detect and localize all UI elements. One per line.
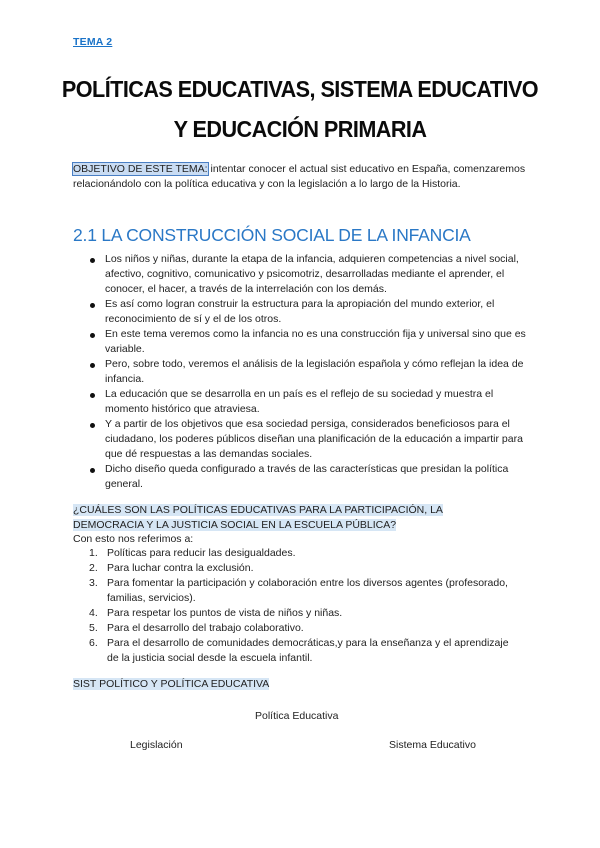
list-item-text: Para luchar contra la exclusión.: [107, 562, 254, 574]
bullet-icon: [90, 423, 95, 428]
bullet-icon: [90, 468, 95, 473]
list-item: [73, 606, 513, 621]
numbered-list: [73, 546, 513, 666]
list-number: 5.: [89, 622, 98, 634]
bullet-list: [73, 252, 533, 492]
list-item: [73, 387, 533, 417]
bullet-icon: [90, 258, 95, 263]
sist-heading-text: SIST POLÍTICO Y POLÍTICA EDUCATIVA: [73, 678, 270, 690]
objective-paragraph: [73, 162, 533, 192]
intro-text: Con esto nos referimos a:: [73, 533, 194, 545]
list-item-text: Los niños y niñas, durante la etapa de la infancia, adquieren competencias a nivel social, afectivo, cognitivo, comunicativo y psicomotriz, desarrolladas mediante el aprender, el conocer, el hacer, a través de la interrelación con los demás.: [105, 253, 519, 295]
page-title-line1: POLÍTICAS EDUCATIVAS, SISTEMA EDUCATIVO: [61, 76, 539, 102]
list-number: 4.: [89, 607, 98, 619]
page-title-line2: Y EDUCACIÓN PRIMARIA: [173, 116, 427, 142]
list-item: [73, 636, 513, 666]
list-number: 3.: [89, 577, 98, 589]
list-item-text: La educación que se desarrolla en un país es el reflejo de su sociedad y muestra el momento histórico que atraviesa.: [105, 388, 494, 415]
list-item-text: Para respetar los puntos de vista de niños y niñas.: [107, 607, 343, 619]
list-item: [73, 576, 513, 606]
section-heading: 2.1 LA CONSTRUCCIÓN SOCIAL DE LA INFANCIA: [73, 225, 471, 245]
list-item-text: Políticas para reducir las desigualdades.: [107, 547, 296, 559]
list-item-text: Para fomentar la participación y colaboración entre los diversos agentes (profesorado, familias, servicios).: [107, 577, 508, 604]
list-item: [73, 297, 533, 327]
bullet-icon: [90, 333, 95, 338]
list-item-text: Para el desarrollo del trabajo colaborativo.: [107, 622, 304, 634]
list-item: [73, 357, 533, 387]
question-line2: DEMOCRACIA Y LA JUSTICIA SOCIAL EN LA ESCUELA PÚBLICA?: [73, 519, 397, 531]
list-item-text: Para el desarrollo de comunidades democráticas,y para la enseñanza y el aprendizaje de la justicia social desde la escuela infantil.: [107, 637, 509, 664]
list-number: 6.: [89, 637, 98, 649]
diagram-top-label: Política Educativa: [255, 710, 339, 722]
list-item: [73, 327, 533, 357]
list-number: 2.: [89, 562, 98, 574]
diagram-left-label: Legislación: [130, 739, 183, 751]
list-item: [73, 546, 513, 561]
sist-heading: [73, 678, 269, 690]
list-number: 1.: [89, 547, 98, 559]
list-item-text: Dicho diseño queda configurado a través de las características que presidan la política general.: [105, 463, 509, 490]
list-item-text: En este tema veremos como la infancia no es una construcción fija y universal sino que es variable.: [105, 328, 526, 355]
objective-text: intentar conocer el actual sist educativo en España, comenzaremos relacionándolo con la política educativa y con la legislación a lo largo de la Historia.: [73, 163, 526, 190]
list-item: [73, 252, 533, 297]
question-heading: [73, 503, 493, 533]
bullet-icon: [90, 393, 95, 398]
list-item: [73, 561, 513, 576]
bullet-icon: [90, 303, 95, 308]
list-item-text: Es así como logran construir la estructura para la apropiación del mundo exterior, el reconocimiento de sí y el de los otros.: [105, 298, 495, 325]
list-item-text: Pero, sobre todo, veremos el análisis de la legislación española y cómo reflejan la idea de infancia.: [105, 358, 524, 385]
tema-label: TEMA 2: [73, 36, 113, 48]
list-item-text: Y a partir de los objetivos que esa sociedad persiga, considerados beneficiosos para el ciudadano, los poderes públicos diseñan una planificación de la educación a impartir para que dé respuestas a las demandas sociales.: [105, 418, 523, 460]
list-item: [73, 621, 513, 636]
objective-label: OBJETIVO DE ESTE TEMA:: [73, 163, 208, 175]
bullet-icon: [90, 363, 95, 368]
diagram-right-label: Sistema Educativo: [389, 739, 476, 751]
list-item: [73, 462, 533, 492]
question-line1: ¿CUÁLES SON LAS POLÍTICAS EDUCATIVAS PARA LA PARTICIPACIÓN, LA: [73, 504, 443, 516]
list-item: [73, 417, 533, 462]
